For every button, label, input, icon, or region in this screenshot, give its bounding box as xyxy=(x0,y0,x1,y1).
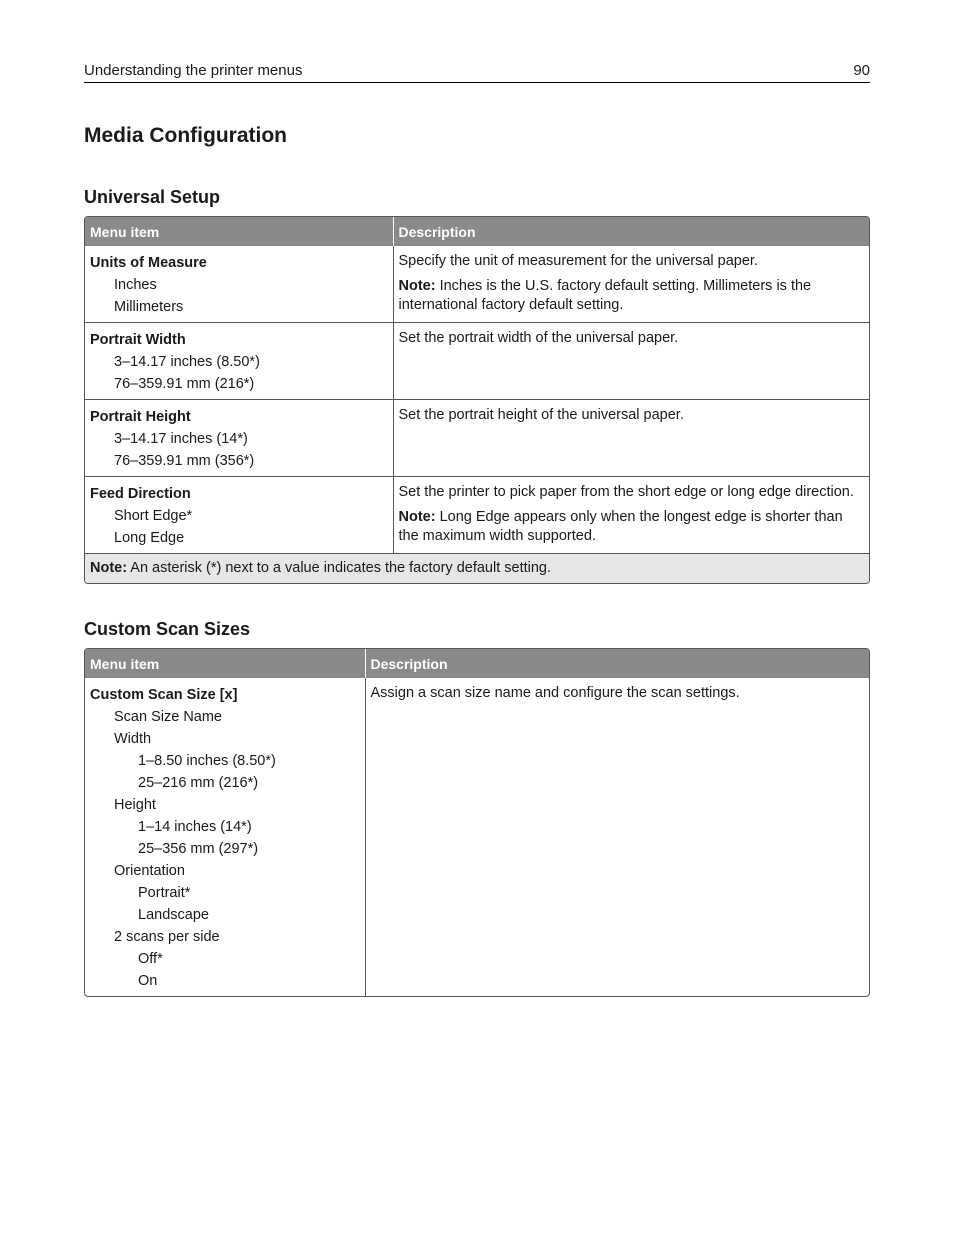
menu-sub-option: 25–356 mm (297*) xyxy=(138,841,259,857)
menu-item-cell xyxy=(85,678,365,996)
table-row xyxy=(85,477,869,554)
menu-sub-option: On xyxy=(138,973,158,989)
menu-option: Inches xyxy=(114,277,157,293)
note-text: Inches is the U.S. factory default setting. Millimeters is the international factory default setting. xyxy=(398,278,812,313)
footer-note-text: An asterisk (*) next to a value indicates the factory default setting. xyxy=(127,560,552,576)
note-text: Long Edge appears only when the longest edge is shorter than the maximum width supported. xyxy=(398,509,843,544)
universal-setup-title: Universal Setup xyxy=(84,187,221,207)
menu-sub-option: 1–14 inches (14*) xyxy=(138,819,252,835)
description-text: Set the portrait width of the universal paper. xyxy=(398,330,679,346)
menu-option: Scan Size Name xyxy=(114,709,222,725)
menu-option: 76–359.91 mm (216*) xyxy=(114,376,255,392)
description-text: Specify the unit of measurement for the universal paper. xyxy=(398,253,758,269)
custom-scan-sizes-title: Custom Scan Sizes xyxy=(84,619,251,639)
page-number: 90 xyxy=(853,62,870,79)
description-note xyxy=(399,277,865,315)
menu-option: Width xyxy=(114,731,152,747)
description-cell xyxy=(393,246,869,323)
note-label: Note: xyxy=(90,560,128,576)
menu-item-cell xyxy=(85,323,393,400)
custom-scan-sizes-table xyxy=(84,648,870,997)
menu-option: 3–14.17 inches (14*) xyxy=(114,431,248,447)
description-note xyxy=(399,508,865,546)
table-row xyxy=(85,246,869,323)
menu-sub-option: Landscape xyxy=(138,907,209,923)
column-header-description: Description xyxy=(393,217,869,246)
column-header-menu-item: Menu item xyxy=(85,217,393,246)
menu-option: 2 scans per side xyxy=(114,929,220,945)
table-row xyxy=(85,323,869,400)
description-cell xyxy=(393,477,869,554)
menu-sub-option: Portrait* xyxy=(138,885,191,901)
universal-setup-table xyxy=(84,216,870,584)
menu-sub-option: 1–8.50 inches (8.50*) xyxy=(138,753,276,769)
column-header-menu-item: Menu item xyxy=(85,649,365,678)
menu-sub-option: 25–216 mm (216*) xyxy=(138,775,259,791)
table-row xyxy=(85,678,869,996)
table-header-row xyxy=(85,217,869,246)
note-label: Note: xyxy=(398,278,436,294)
menu-option: Millimeters xyxy=(114,299,184,315)
section-title: Media Configuration xyxy=(84,124,287,147)
menu-option: Short Edge* xyxy=(114,508,193,524)
description-cell xyxy=(365,678,869,996)
menu-item-name: Custom Scan Size [x] xyxy=(90,687,238,703)
description-cell xyxy=(393,323,869,400)
menu-item-cell xyxy=(85,400,393,477)
menu-option: 76–359.91 mm (356*) xyxy=(114,453,255,469)
description-cell xyxy=(393,400,869,477)
menu-item-name: Portrait Height xyxy=(90,409,191,425)
menu-sub-option: Off* xyxy=(138,951,163,967)
menu-item-cell xyxy=(85,477,393,554)
description-text: Assign a scan size name and configure the scan settings. xyxy=(370,685,740,701)
description-text: Set the portrait height of the universal paper. xyxy=(398,407,684,423)
table-row xyxy=(85,400,869,477)
note-label: Note: xyxy=(398,509,436,525)
description-text: Set the printer to pick paper from the short edge or long edge direction. xyxy=(398,484,854,500)
column-header-description: Description xyxy=(365,649,869,678)
page-header xyxy=(84,60,870,83)
menu-option: Long Edge xyxy=(114,530,185,546)
menu-item-name: Units of Measure xyxy=(90,255,207,271)
menu-option: 3–14.17 inches (8.50*) xyxy=(114,354,260,370)
menu-item-name: Feed Direction xyxy=(90,486,191,502)
footer-note-cell xyxy=(85,554,869,584)
header-title: Understanding the printer menus xyxy=(84,62,303,79)
menu-option: Orientation xyxy=(114,863,185,879)
menu-option: Height xyxy=(114,797,156,813)
table-header-row xyxy=(85,649,869,678)
menu-item-cell xyxy=(85,246,393,323)
table-footer-row xyxy=(85,554,869,584)
menu-item-name: Portrait Width xyxy=(90,332,186,348)
